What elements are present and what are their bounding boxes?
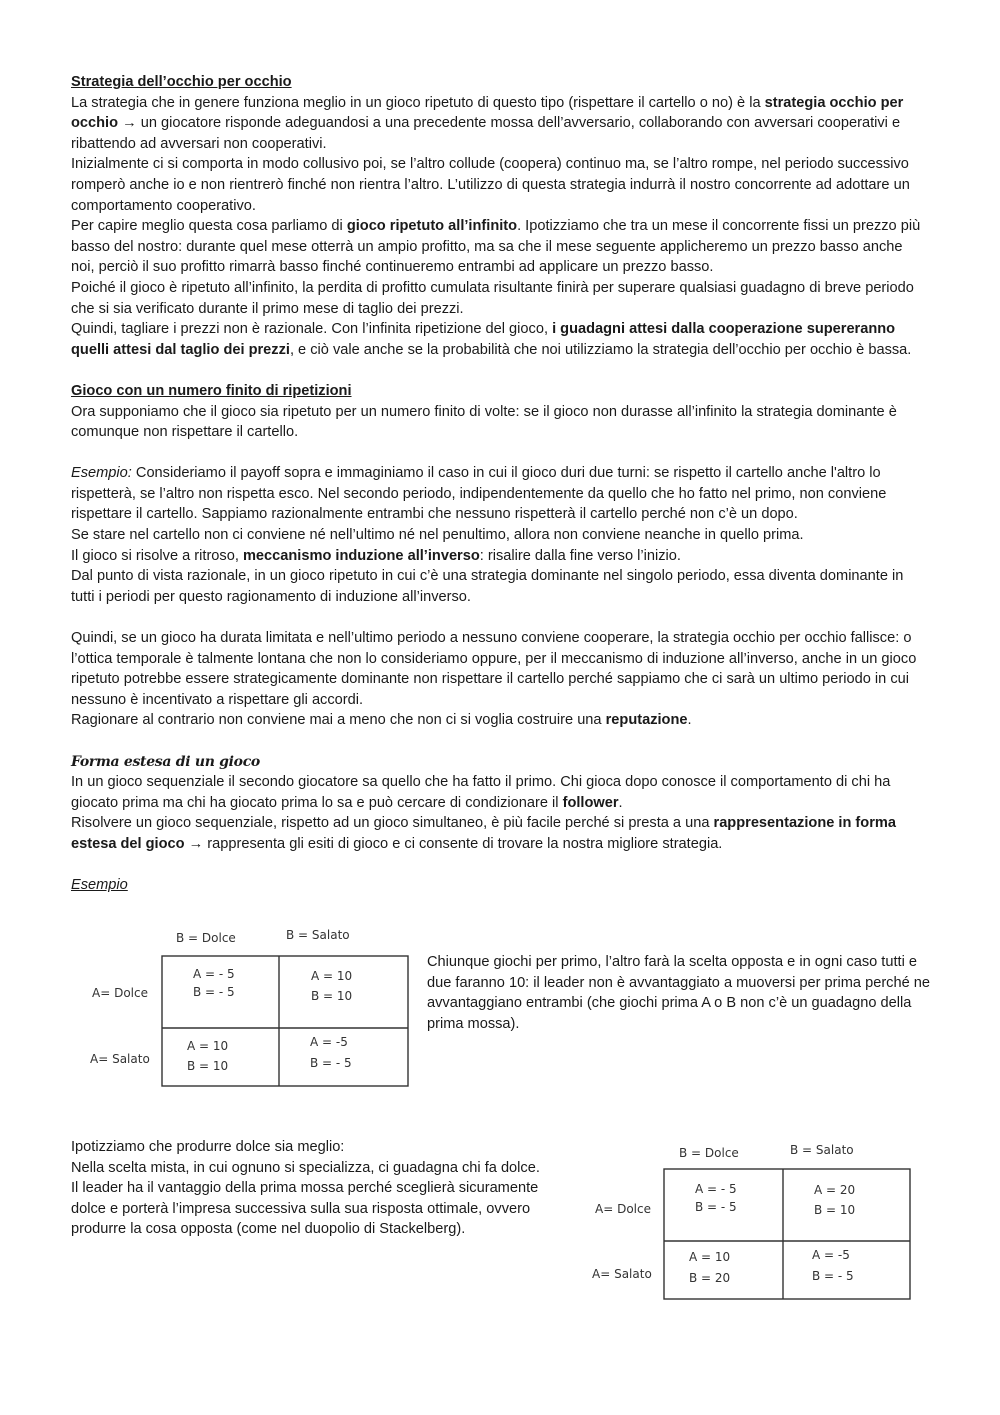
text: In un gioco sequenziale il secondo giocatore sa quello che ha fatto il primo. Chi gioca dopo conosce il comportamento di chi ha giocato prima ma chi ha giocato prima lo sa e può cercare di condizionare il (71, 774, 891, 811)
example-label: Esempio: (71, 465, 132, 482)
row-label-a-salato: A= Salato (592, 1267, 652, 1281)
paragraph (71, 772, 927, 813)
payoff-cell: A = 10 (311, 969, 353, 983)
col-label-b-dolce: B = Dolce (176, 931, 236, 945)
payoff-cell: A = 20 (814, 1183, 856, 1197)
paragraph (71, 463, 927, 525)
text: → un giocatore risponde adeguandosi a una precedente mossa dell’avversario, collaborando con avversari cooperativi e ribattendo ad avversari non cooperativi. (71, 115, 901, 152)
payoff-cell: A = - 5 (193, 967, 235, 981)
payoff-cell: B = - 5 (310, 1056, 352, 1070)
payoff-cell: A = 10 (187, 1039, 229, 1053)
payoff-cell: B = - 5 (812, 1269, 854, 1283)
paragraph: Nella scelta mista, in cui ognuno si specializza, ci guadagna chi fa dolce. (71, 1159, 540, 1176)
paragraph: Dal punto di vista razionale, in un gioco ripetuto in cui c’è una strategia dominante nel singolo periodo, essa diventa dominante in tutti i periodi per questo ragionamento di induzione all’inverso. (71, 568, 904, 605)
col-label-b-salato: B = Salato (790, 1143, 854, 1157)
paragraph (71, 546, 927, 567)
row-label-a-dolce: A= Dolce (595, 1202, 651, 1216)
paragraph: Ipotizziamo che produrre dolce sia meglio: (71, 1139, 345, 1155)
section-title-finite-game: Gioco con un numero finito di ripetizioni (71, 382, 352, 399)
text: La strategia che in genere funziona meglio in un gioco ripetuto di questo tipo (rispettare il cartello o no) è la (71, 94, 765, 111)
text: Ragionare al contrario non conviene mai a meno che non ci si voglia costruire una (71, 712, 606, 729)
col-label-b-dolce: B = Dolce (679, 1146, 739, 1160)
text: Risolvere un gioco sequenziale, rispetto ad un gioco simultaneo, è più facile perché si presta a una (71, 815, 714, 832)
paragraph (71, 710, 927, 731)
payoff-matrix-1 (80, 920, 420, 1095)
paragraph: Ora supponiamo che il gioco sia ripetuto per un numero finito di volte: se il gioco non durasse all’infinito la strategia dominante è comunque non rispettare il cartello. (71, 403, 897, 441)
section-title-tit-for-tat: Strategia dell’occhio per occhio (71, 74, 292, 90)
payoff-cell: A = -5 (310, 1035, 348, 1049)
example-1-text: Chiunque giochi per primo, l’altro farà la scelta opposta e in ogni caso tutti e due faranno 10: il leader non è avvantaggiato a muoversi per prima perché ne avvantaggiano entrambi (che giochi prima A o B non c’è un guadagno della prima mossa). (427, 954, 930, 1032)
example-title: Esempio (71, 877, 128, 894)
example-2-text (71, 1137, 571, 1240)
text: . (687, 712, 692, 729)
col-label-b-salato: B = Salato (286, 928, 350, 942)
payoff-cell: B = - 5 (695, 1200, 737, 1214)
document-body (71, 72, 927, 896)
paragraph: Se stare nel cartello non ci conviene né nell’ultimo né nel penultimo, allora non conviene neanche in quello prima. (71, 527, 804, 544)
payoff-cell: B = 10 (311, 989, 353, 1003)
paragraph (71, 319, 927, 360)
payoff-cell: B = 10 (814, 1203, 856, 1217)
section-title-extensive-form: Forma estesa di un gioco (71, 753, 260, 770)
bold-text: strategia occhio per occhio (71, 94, 904, 132)
bold-text: i guadagni attesi dalla cooperazione supereranno quelli attesi dal taglio dei prezzi (71, 321, 896, 358)
text: Consideriamo il payoff sopra e immaginiamo il caso in cui il gioco duri due turni: se rispetto il cartello anche l'altro lo rispetterà, se l’altro non rispetta esco. Nel secondo periodo, indipendentemente da quello che ho fatto nel primo, non conviene rispettare il cartello. Sappiamo razionalmente entrambi che nessuno rispetterà il cartello perché non c’è un dopo. (71, 465, 887, 523)
text: → rappresenta gli esiti di gioco e ci consente di trovare la nostra migliore strategia. (184, 835, 723, 852)
bold-text: follower (562, 794, 619, 811)
text: Il gioco si risolve a ritroso, (71, 547, 243, 564)
text: Quindi, tagliare i prezzi non è razionale. Con l’infinita ripetizione del gioco, (71, 321, 553, 338)
paragraph: Poiché il gioco è ripetuto all’infinito, la perdita di profitto cumulata risultante finirà per superare qualsiasi guadagno di breve periodo che si sia verificato durante il primo mese di taglio dei prezzi. (71, 279, 914, 317)
text: . Ipotizziamo che tra un mese il concorrente fissi un prezzo più basso del nostro: durante quel mese otterrà un ampio profitto, ma sa che il mese seguente applicheremo un prezzo basso anche noi, perciò il suo profitto rimarrà basso finché continueremo entrambi ad applicare un prezzo basso. (71, 218, 921, 276)
paragraph (71, 813, 927, 854)
text: Per capire meglio questa cosa parliamo di (71, 218, 347, 235)
payoff-matrix-2 (588, 1135, 923, 1310)
payoff-cell: A = - 5 (695, 1182, 737, 1196)
bold-text: reputazione (605, 712, 688, 729)
payoff-cell: B = - 5 (193, 985, 235, 999)
text: : risalire dalla fine verso l’inizio. (479, 547, 681, 564)
payoff-cell: B = 20 (689, 1271, 731, 1285)
payoff-cell: B = 10 (187, 1059, 229, 1073)
paragraph (71, 93, 927, 155)
text: . (618, 794, 623, 811)
bold-text: meccanismo induzione all’inverso (242, 547, 480, 564)
payoff-cell: A = 10 (689, 1250, 731, 1264)
row-label-a-salato: A= Salato (90, 1052, 150, 1066)
text: , e ciò vale anche se la probabilità che noi utilizziamo la strategia dell’occhio per occhio è bassa. (289, 341, 912, 358)
row-label-a-dolce: A= Dolce (92, 986, 148, 1000)
paragraph (71, 216, 927, 278)
bold-text: gioco ripetuto all’infinito (346, 218, 518, 235)
bold-text: rappresentazione in forma estesa del gioco (71, 815, 896, 852)
payoff-cell: A = -5 (812, 1248, 850, 1262)
paragraph: Il leader ha il vantaggio della prima mossa perché sceglierà sicuramente dolce e porterà l’impresa successiva sulla sua risposta ottimale, ovvero produrre la cosa opposta (come nel duopolio di Stackelberg). (71, 1180, 539, 1238)
paragraph: Quindi, se un gioco ha durata limitata e nell’ultimo periodo a nessuno conviene cooperare, la strategia occhio per occhio fallisce: o l’ottica temporale è talmente lontana che non lo consideriamo oppure, per il meccanismo di induzione all’inverso, anche in un gioco ripetuto potrebbe essere strategicamente dominante non rispettare il cartello perché sappiamo che ci sarà un ultimo periodo in cui nessuno è incentivato a rispettare gli accordi. (71, 630, 917, 708)
paragraph: Inizialmente ci si comporta in modo collusivo poi, se l’altro collude (coopera) continuo ma, se l’altro rompe, nel periodo successivo romperò anche io e non rientrerò finché non rientra l’altro. L’utilizzo di questa strategia indurrà il nostro concorrente ad adottare un comportamento cooperativo. (71, 156, 910, 214)
